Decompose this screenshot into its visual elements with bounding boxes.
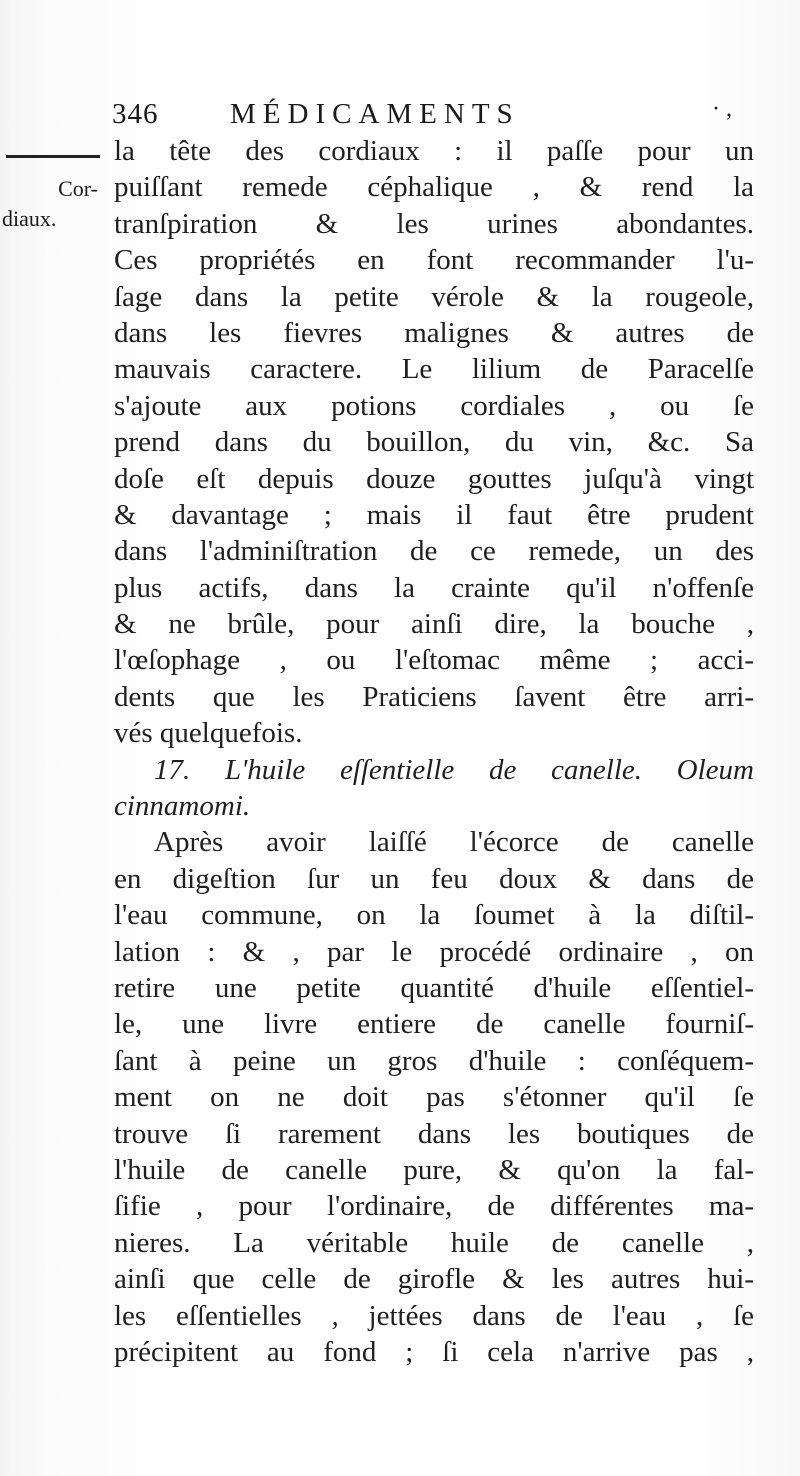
text-line: prend dans du bouillon, du vin, &c. Sa: [114, 426, 754, 459]
text-line: Après avoir laiſſé l'écorce de canelle: [154, 826, 754, 859]
section-heading: 17. L'huile eſſentielle de canelle. Oleum: [154, 753, 754, 786]
text-line: ment on ne doit pas s'étonner qu'il ſe: [114, 1081, 754, 1114]
margin-note-line: diaux.: [2, 206, 57, 231]
text-line: doſe eſt depuis douze gouttes juſqu'à vingt: [114, 462, 754, 495]
section-heading: cinnamomi.: [114, 790, 251, 823]
text-line: plus actifs, dans la crainte qu'il n'offenſe: [114, 571, 754, 604]
text-line: puiſſant remede céphalique , & rend la: [114, 171, 754, 204]
text-line: l'eau commune, on la ſoumet à la diſtil-: [114, 899, 754, 932]
text-line: en digeſtion ſur un feu doux & dans de: [114, 862, 754, 895]
text-line: tranſpiration & les urines abondantes.: [114, 207, 754, 240]
text-line: l'œſophage , ou l'eſtomac même ; acci-: [114, 644, 754, 677]
text-line: la tête des cordiaux : il paſſe pour un: [114, 135, 754, 167]
text-line: s'ajoute aux potions cordiales , ou ſe: [114, 389, 754, 422]
margin-rule: [6, 155, 100, 158]
text-line: & ne brûle, pour ainſi dire, la bouche ,: [114, 608, 754, 641]
text-line: & davantage ; mais il faut être prudent: [114, 498, 754, 531]
text-line: vés quelquefois.: [114, 717, 303, 750]
text-line: Ces propriétés en font recommander l'u-: [114, 244, 754, 277]
margin-note-line: Cor-: [58, 176, 98, 201]
text-line: précipitent au fond ; ſi cela n'arrive pas ,: [114, 1335, 754, 1368]
text-line: lation : & , par le procédé ordinaire , on: [114, 935, 754, 968]
body-text: [114, 133, 754, 1370]
text-line: ſage dans la petite vérole & la rougeole,: [114, 280, 754, 313]
page-number: 346: [112, 98, 159, 130]
margin-note: [2, 174, 102, 234]
text-line: les eſſentielles , jettées dans de l'eau , ſe: [114, 1299, 754, 1332]
text-line: retire une petite quantité d'huile eſſentiel-: [114, 971, 754, 1004]
header-mark: · ,: [712, 96, 732, 122]
text-line: ſant à peine un gros d'huile : conſéquem-: [114, 1044, 754, 1077]
text-line: dans l'adminiſtration de ce remede, un des: [114, 535, 754, 568]
text-line: nieres. La véritable huile de canelle ,: [114, 1226, 754, 1259]
text-line: dans les fievres malignes & autres de: [114, 316, 754, 349]
running-head: MÉDICAMENTS: [230, 98, 520, 130]
text-line: le, une livre entiere de canelle fourniſ-: [114, 1008, 754, 1041]
text-line: trouve ſi rarement dans les boutiques de: [114, 1117, 754, 1150]
text-line: mauvais caractere. Le lilium de Paracelſe: [114, 353, 754, 386]
text-line: l'huile de canelle pure, & qu'on la fal-: [114, 1153, 754, 1186]
text-line: ſifie , pour l'ordinaire, de différentes ma-: [114, 1190, 754, 1223]
text-line: ainſi que celle de girofle & les autres hui-: [114, 1263, 754, 1296]
text-line: dents que les Praticiens ſavent être arri-: [114, 680, 754, 713]
